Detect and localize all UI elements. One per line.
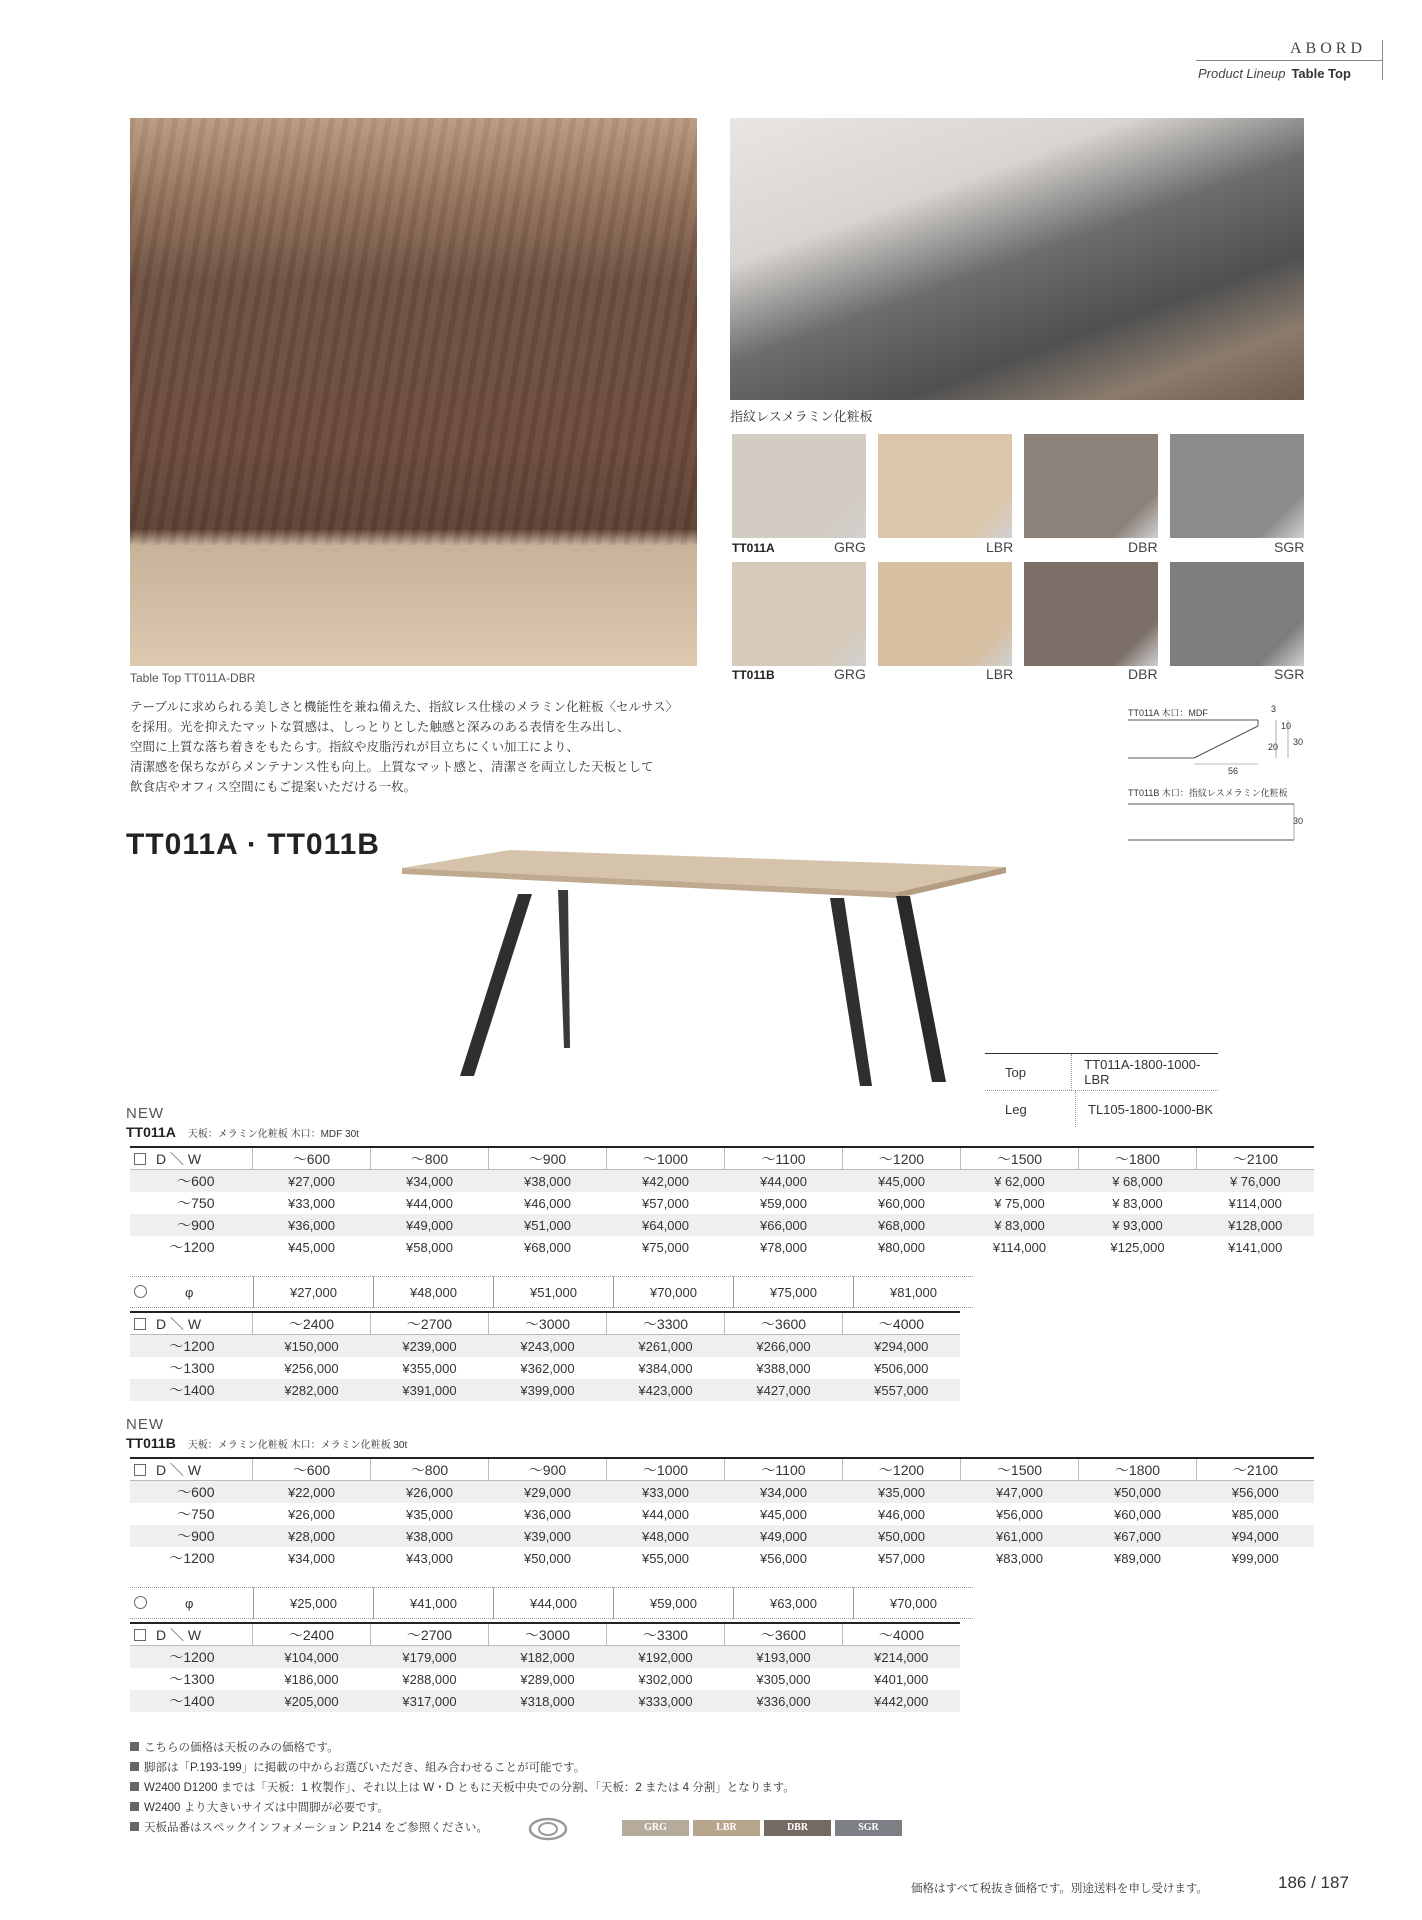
brand-name: ABORD — [1290, 40, 1367, 57]
price-cell: ¥125,000 — [1110, 1239, 1165, 1255]
width-header: ～1500 — [961, 1458, 1079, 1481]
price-cell: ¥48,000 — [607, 1525, 725, 1547]
width-header: ～2700 — [371, 1623, 489, 1646]
width-header: ～4000 — [843, 1312, 961, 1335]
price-cell: ¥ 83,000 — [961, 1214, 1079, 1236]
price-cell: ¥39,000 — [489, 1525, 607, 1547]
depth-label: ～750 — [177, 1195, 215, 1211]
price-cell: ¥35,000 — [843, 1481, 961, 1504]
header-rule — [1196, 60, 1382, 61]
width-header: ～1000 — [607, 1147, 725, 1170]
swatch-a-grg — [732, 434, 866, 538]
header-lineup — [1198, 66, 1351, 81]
spec-leg-row — [985, 1090, 1218, 1127]
price-cell: ¥282,000 — [253, 1379, 371, 1401]
price-cell: ¥51,000 — [489, 1214, 607, 1236]
depth-label: ～900 — [130, 1525, 253, 1547]
table-product-image — [398, 850, 1008, 1130]
price-cell: ¥50,000 — [1079, 1481, 1197, 1504]
width-header: ～4000 — [843, 1623, 961, 1646]
board-stack-photo — [730, 118, 1304, 400]
price-cell: ¥36,000 — [253, 1214, 371, 1236]
checkbox-square-icon — [134, 1318, 146, 1330]
depth-label: ～600 — [130, 1170, 253, 1193]
dw-label: D ＼ W — [156, 1315, 202, 1332]
price-cell: ¥34,000 — [371, 1170, 489, 1193]
price-table-b-rect — [130, 1457, 1314, 1569]
profile-a-dim: 3 — [1271, 704, 1277, 714]
price-cell: ¥214,000 — [843, 1646, 961, 1669]
price-cell: ¥401,000 — [874, 1671, 929, 1687]
width-header: ～800 — [371, 1147, 489, 1170]
main-photo-caption: Table Top TT011A-DBR — [130, 671, 256, 685]
width-header: ～1200 — [843, 1458, 961, 1481]
price-cell: ¥48,000 — [374, 1277, 494, 1308]
price-cell: ¥26,000 — [288, 1506, 335, 1522]
table-a-name — [126, 1124, 359, 1140]
spec-leg-label: Leg — [1005, 1101, 1027, 1117]
dw-header — [130, 1312, 253, 1335]
price-cell: ¥33,000 — [288, 1195, 335, 1211]
price-cell: ¥75,000 — [642, 1239, 689, 1255]
price-cell: ¥288,000 — [402, 1671, 457, 1687]
description-line: テーブルに求められる美しさと機能性を兼ね備えた、指紋レス仕様のメラミン化粧板〈セルサス〉 — [130, 700, 679, 714]
price-cell: ¥182,000 — [489, 1646, 607, 1669]
price-cell: ¥318,000 — [489, 1690, 607, 1712]
profile-b-diagram — [1128, 802, 1308, 844]
price-cell: ¥423,000 — [607, 1379, 725, 1401]
profile-a-dim: 10 — [1281, 721, 1292, 731]
swatch-b-lbr — [878, 562, 1012, 666]
price-cell: ¥256,000 — [284, 1360, 339, 1376]
round-row — [130, 1277, 973, 1308]
width-header: ～900 — [489, 1147, 607, 1170]
width-header: ～1000 — [607, 1458, 725, 1481]
price-cell: ¥75,000 — [734, 1277, 854, 1308]
price-table-a-rect — [130, 1146, 1314, 1258]
price-cell: ¥384,000 — [638, 1360, 693, 1376]
price-cell: ¥ 76,000 — [1197, 1170, 1315, 1193]
phi-label: φ — [185, 1595, 194, 1611]
dw-header — [130, 1147, 253, 1170]
phi-label: φ — [185, 1284, 194, 1300]
price-cell: ¥59,000 — [760, 1195, 807, 1211]
spec-leg-value: TL105-1800-1000-BK — [1075, 1091, 1213, 1127]
main-product-photo — [130, 118, 697, 666]
price-cell: ¥81,000 — [854, 1277, 974, 1308]
description-line: 飲食店やオフィス空間にもご提案いただける一枚。 — [130, 780, 417, 794]
spec-box — [985, 1053, 1218, 1127]
table-header-row — [130, 1458, 1314, 1481]
profile-a-title: TT011A 木口：MDF — [1128, 708, 1208, 718]
width-header: ～900 — [489, 1458, 607, 1481]
table-row — [130, 1192, 1314, 1214]
price-cell: ¥355,000 — [402, 1360, 457, 1376]
price-cell: ¥193,000 — [725, 1646, 843, 1669]
price-cell: ¥85,000 — [1231, 1506, 1279, 1522]
price-cell: ¥ 93,000 — [1079, 1214, 1197, 1236]
price-cell: ¥36,000 — [524, 1506, 571, 1522]
table-b-name — [126, 1435, 407, 1451]
green-purchase-logo-icon — [528, 1817, 568, 1841]
price-cell: ¥56,000 — [996, 1506, 1043, 1522]
price-cell: ¥50,000 — [524, 1550, 571, 1566]
price-table-b-large — [130, 1622, 960, 1712]
dw-header — [130, 1458, 253, 1481]
checkbox-square-icon — [134, 1629, 146, 1641]
table-row — [130, 1503, 1314, 1525]
price-cell: ¥388,000 — [756, 1360, 811, 1376]
width-header: ～2100 — [1197, 1147, 1315, 1170]
note-item: W2400 より大きいサイズは中間脚が必要です。 — [130, 1798, 795, 1818]
width-header: ～3600 — [725, 1312, 843, 1335]
material-caption: 指紋レスメラミン化粧板 — [730, 409, 873, 424]
width-header: ～2700 — [371, 1312, 489, 1335]
swatch-row-b-label: TT011B — [732, 668, 775, 682]
swatch-a-dbr — [1024, 434, 1158, 538]
color-chip: DBR — [764, 1820, 831, 1836]
table-row — [130, 1214, 1314, 1236]
price-cell: ¥427,000 — [725, 1379, 843, 1401]
price-table-a-large — [130, 1311, 960, 1401]
price-cell: ¥ 62,000 — [961, 1170, 1079, 1193]
price-cell: ¥27,000 — [254, 1277, 374, 1308]
round-header — [130, 1277, 254, 1308]
round-row — [130, 1588, 973, 1619]
swatch-b-lbr-label: LBR — [986, 666, 1014, 682]
price-cell: ¥68,000 — [843, 1214, 961, 1236]
depth-label: ～900 — [130, 1214, 253, 1236]
width-header: ～1100 — [725, 1458, 843, 1481]
price-cell: ¥94,000 — [1197, 1525, 1315, 1547]
price-cell: ¥239,000 — [371, 1335, 489, 1358]
table-row — [130, 1525, 1314, 1547]
width-header: ～3600 — [725, 1623, 843, 1646]
price-cell: ¥399,000 — [489, 1379, 607, 1401]
price-cell: ¥114,000 — [1228, 1195, 1282, 1211]
profile-b-title: TT011B 木口：指紋レスメラミン化粧板 — [1128, 788, 1288, 798]
depth-label: ～1300 — [169, 1671, 215, 1687]
note-item: W2400 D1200 までは「天板：1 枚製作」、それ以上は W・D ともに天板中央での分割、「天板：2 または 4 分割」となります。 — [130, 1778, 795, 1798]
table-row — [130, 1357, 960, 1379]
note-item: 天板品番はスペックインフォメーション P.214 をご参照ください。 — [130, 1818, 795, 1838]
width-header: ～2400 — [253, 1312, 371, 1335]
table-b-spec: 天板：メラミン化粧板 木口：メラミン化粧板 30t — [187, 1440, 408, 1451]
price-cell: ¥26,000 — [371, 1481, 489, 1504]
price-cell: ¥57,000 — [642, 1195, 689, 1211]
price-cell: ¥89,000 — [1114, 1550, 1161, 1566]
price-cell: ¥25,000 — [254, 1588, 374, 1619]
price-cell: ¥34,000 — [725, 1481, 843, 1504]
price-cell: ¥46,000 — [524, 1195, 571, 1211]
round-header — [130, 1588, 254, 1619]
price-cell: ¥60,000 — [1114, 1506, 1161, 1522]
table-row — [130, 1690, 960, 1712]
description-line: 空間に上質な落ち着きをもたらす。指紋や皮脂汚れが目立ちにくい加工により、 — [130, 740, 580, 754]
swatch-b-grg-label: GRG — [834, 666, 866, 682]
checkbox-square-icon — [134, 1464, 146, 1476]
width-header: ～2400 — [253, 1623, 371, 1646]
price-cell: ¥61,000 — [961, 1525, 1079, 1547]
table-a-code: TT011A — [126, 1124, 176, 1140]
price-cell: ¥80,000 — [878, 1239, 925, 1255]
price-cell: ¥27,000 — [253, 1170, 371, 1193]
price-cell: ¥59,000 — [614, 1588, 734, 1619]
price-cell: ¥243,000 — [489, 1335, 607, 1358]
price-cell: ¥33,000 — [607, 1481, 725, 1504]
price-cell: ¥35,000 — [406, 1506, 453, 1522]
profile-a-dim: 30 — [1293, 737, 1304, 747]
description-line: を採用。光を抑えたマットな質感は、しっとりとした触感と深みのある表情を生み出し、 — [130, 720, 630, 734]
table-header-row — [130, 1312, 960, 1335]
depth-label: ～1200 — [130, 1646, 253, 1669]
price-cell: ¥317,000 — [371, 1690, 489, 1712]
profile-b-dim: 30 — [1293, 816, 1304, 826]
width-header: ～1100 — [725, 1147, 843, 1170]
swatch-b-sgr-label: SGR — [1274, 666, 1305, 682]
table-row — [130, 1170, 1314, 1193]
price-cell: ¥70,000 — [614, 1277, 734, 1308]
width-header: ～1800 — [1079, 1458, 1197, 1481]
price-cell: ¥22,000 — [253, 1481, 371, 1504]
price-cell: ¥70,000 — [854, 1588, 974, 1619]
depth-label: ～1200 — [169, 1239, 215, 1255]
table-b-code: TT011B — [126, 1435, 176, 1451]
price-cell: ¥362,000 — [520, 1360, 575, 1376]
price-cell: ¥49,000 — [725, 1525, 843, 1547]
price-cell: ¥294,000 — [843, 1335, 961, 1358]
price-cell: ¥192,000 — [607, 1646, 725, 1669]
width-header: ～1200 — [843, 1147, 961, 1170]
swatch-a-lbr — [878, 434, 1012, 538]
header-divider — [1382, 40, 1383, 80]
price-cell: ¥44,000 — [725, 1170, 843, 1193]
swatch-a-lbr-label: LBR — [986, 539, 1014, 555]
price-cell: ¥205,000 — [253, 1690, 371, 1712]
price-cell: ¥506,000 — [874, 1360, 929, 1376]
price-cell: ¥114,000 — [992, 1239, 1047, 1255]
price-cell: ¥150,000 — [253, 1335, 371, 1358]
swatch-b-grg — [732, 562, 866, 666]
depth-label: ～1300 — [169, 1360, 215, 1376]
price-cell: ¥261,000 — [607, 1335, 725, 1358]
price-cell: ¥99,000 — [1231, 1550, 1279, 1566]
table-row — [130, 1481, 1314, 1504]
swatch-b-dbr — [1024, 562, 1158, 666]
price-cell: ¥104,000 — [253, 1646, 371, 1669]
product-description — [130, 697, 730, 797]
price-cell: ¥78,000 — [760, 1239, 807, 1255]
table-header-row — [130, 1147, 1314, 1170]
width-header: ～3300 — [607, 1623, 725, 1646]
price-cell: ¥336,000 — [725, 1690, 843, 1712]
width-header: ～600 — [253, 1147, 371, 1170]
price-cell: ¥ 68,000 — [1079, 1170, 1197, 1193]
spec-top-row — [985, 1053, 1218, 1090]
table-row — [130, 1335, 960, 1358]
price-cell: ¥186,000 — [284, 1671, 339, 1687]
price-cell: ¥333,000 — [607, 1690, 725, 1712]
note-item: 脚部は「P.193-199」に掲載の中からお選びいただき、組み合わせることが可能です。 — [130, 1758, 795, 1778]
price-cell: ¥34,000 — [288, 1550, 335, 1566]
dw-label: D ＼ W — [156, 1150, 202, 1167]
new-badge-b: NEW — [126, 1416, 164, 1433]
table-row — [130, 1668, 960, 1690]
price-cell: ¥29,000 — [489, 1481, 607, 1504]
color-chip: LBR — [693, 1820, 760, 1836]
price-cell: ¥44,000 — [642, 1506, 689, 1522]
price-cell: ¥38,000 — [371, 1525, 489, 1547]
color-chip: SGR — [835, 1820, 902, 1836]
price-cell: ¥55,000 — [642, 1550, 689, 1566]
price-cell: ¥305,000 — [756, 1671, 811, 1687]
table-a-spec: 天板：メラミン化粧板 木口：MDF 30t — [187, 1129, 359, 1140]
price-cell: ¥557,000 — [843, 1379, 961, 1401]
width-header: ～3300 — [607, 1312, 725, 1335]
swatch-a-sgr — [1170, 434, 1304, 538]
checkbox-square-icon — [134, 1153, 146, 1165]
swatch-b-sgr — [1170, 562, 1304, 666]
price-cell: ¥58,000 — [406, 1239, 453, 1255]
price-cell: ¥44,000 — [494, 1588, 614, 1619]
price-cell: ¥56,000 — [760, 1550, 807, 1566]
table-row — [130, 1379, 960, 1401]
depth-label: ～1400 — [130, 1690, 253, 1712]
price-cell: ¥57,000 — [878, 1550, 925, 1566]
table-row — [130, 1236, 1314, 1258]
price-cell: ¥41,000 — [374, 1588, 494, 1619]
swatch-a-dbr-label: DBR — [1128, 539, 1158, 555]
note-item: こちらの価格は天板のみの価格です。 — [130, 1738, 795, 1758]
width-header: ～3000 — [489, 1312, 607, 1335]
depth-label: ～600 — [130, 1481, 253, 1504]
price-cell: ¥51,000 — [494, 1277, 614, 1308]
lineup-label: Product Lineup — [1198, 66, 1286, 81]
swatch-b-dbr-label: DBR — [1128, 666, 1158, 682]
swatch-a-grg-label: GRG — [834, 539, 866, 555]
price-cell: ¥ 83,000 — [1112, 1195, 1163, 1211]
table-row — [130, 1547, 1314, 1569]
swatch-row-a-label: TT011A — [732, 541, 775, 555]
depth-label: ～750 — [177, 1506, 215, 1522]
price-cell: ¥83,000 — [996, 1550, 1043, 1566]
depth-label: ～1200 — [130, 1335, 253, 1358]
width-header: ～1500 — [961, 1147, 1079, 1170]
spec-top-label: Top — [1005, 1064, 1026, 1080]
new-badge-a: NEW — [126, 1105, 164, 1122]
price-cell: ¥50,000 — [843, 1525, 961, 1547]
price-cell: ¥45,000 — [760, 1506, 807, 1522]
price-cell: ¥46,000 — [878, 1506, 925, 1522]
price-cell: ¥68,000 — [524, 1239, 571, 1255]
width-header: ～3000 — [489, 1623, 607, 1646]
price-cell: ¥391,000 — [371, 1379, 489, 1401]
width-header: ～2100 — [1197, 1458, 1315, 1481]
dw-header — [130, 1623, 253, 1646]
price-cell: ¥45,000 — [288, 1239, 335, 1255]
section-label: Table Top — [1291, 66, 1351, 81]
page-numbers: 186 / 187 — [1278, 1873, 1349, 1892]
price-cell: ¥47,000 — [961, 1481, 1079, 1504]
width-header: ～800 — [371, 1458, 489, 1481]
price-table-a-round — [130, 1276, 973, 1308]
dw-label: D ＼ W — [156, 1461, 202, 1478]
price-cell: ¥289,000 — [520, 1671, 575, 1687]
depth-label: ～1200 — [169, 1550, 215, 1566]
table-row — [130, 1646, 960, 1669]
price-cell: ¥302,000 — [638, 1671, 693, 1687]
price-cell: ¥38,000 — [489, 1170, 607, 1193]
price-cell: ¥66,000 — [725, 1214, 843, 1236]
price-cell: ¥60,000 — [878, 1195, 925, 1211]
product-title: TT011A · TT011B — [126, 828, 380, 861]
price-cell: ¥45,000 — [843, 1170, 961, 1193]
price-cell: ¥64,000 — [607, 1214, 725, 1236]
description-line: 清潔感を保ちながらメンテナンス性も向上。上質なマット感と、清潔さを両立した天板として — [130, 760, 654, 774]
dw-label: D ＼ W — [156, 1626, 202, 1643]
swatch-a-sgr-label: SGR — [1274, 539, 1305, 555]
price-cell: ¥179,000 — [371, 1646, 489, 1669]
price-cell: ¥44,000 — [406, 1195, 453, 1211]
price-cell: ¥128,000 — [1197, 1214, 1315, 1236]
price-cell: ¥442,000 — [843, 1690, 961, 1712]
price-cell: ¥28,000 — [253, 1525, 371, 1547]
price-cell: ¥56,000 — [1197, 1481, 1315, 1504]
price-table-b-round — [130, 1587, 973, 1619]
width-header: ～1800 — [1079, 1147, 1197, 1170]
profile-a-dim: 56 — [1228, 766, 1239, 776]
price-cell: ¥49,000 — [371, 1214, 489, 1236]
price-cell: ¥ 75,000 — [994, 1195, 1045, 1211]
price-cell: ¥63,000 — [734, 1588, 854, 1619]
width-header: ～600 — [253, 1458, 371, 1481]
profile-a-dim: 20 — [1268, 742, 1279, 752]
depth-label: ～1400 — [130, 1379, 253, 1401]
round-circle-icon — [134, 1285, 147, 1298]
tax-note: 価格はすべて税抜き価格です。別途送料を申し受けます。 — [911, 1883, 1208, 1895]
spec-top-value: TT011A-1800-1000-LBR — [1071, 1054, 1218, 1090]
price-cell: ¥266,000 — [725, 1335, 843, 1358]
price-cell: ¥42,000 — [607, 1170, 725, 1193]
color-chip: GRG — [622, 1820, 689, 1836]
table-header-row — [130, 1623, 960, 1646]
round-circle-icon — [134, 1596, 147, 1609]
price-cell: ¥43,000 — [406, 1550, 453, 1566]
price-cell: ¥67,000 — [1079, 1525, 1197, 1547]
price-cell: ¥141,000 — [1228, 1239, 1283, 1255]
